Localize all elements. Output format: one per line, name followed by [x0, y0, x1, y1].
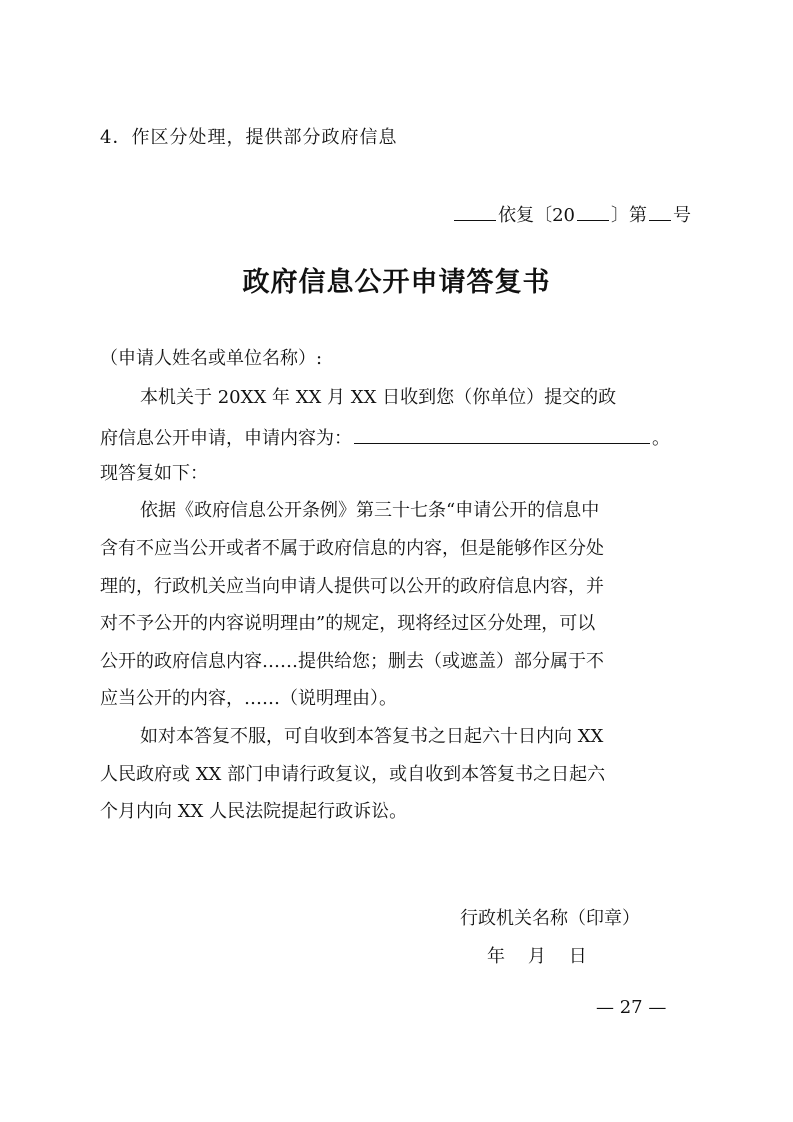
para3-line1: 如对本答复不服，可自收到本答复书之日起六十日内向 XX [140, 726, 604, 747]
para2-line6: 应当公开的内容，……（说明理由）。 [100, 688, 397, 709]
ref-blank-year [577, 202, 609, 221]
page-number: — 27 — [596, 997, 667, 1018]
para3-line3: 个月内向 XX 人民法院提起行政诉讼。 [100, 801, 408, 822]
para2-line3: 理的，行政机关应当向申请人提供可以公开的政府信息内容，并 [100, 576, 604, 597]
ref-part3: 号 [673, 205, 691, 226]
para2-line2: 含有不应当公开或者不属于政府信息的内容，但是能够作区分处 [100, 538, 604, 559]
para1-line3: 现答复如下： [100, 463, 208, 484]
signature-org: 行政机关名称（印章） [460, 908, 640, 929]
section-heading: 4．作区分处理，提供部分政府信息 [100, 127, 398, 148]
para1-line1: 本机关于 20XX 年 XX 月 XX 日收到您（你单位）提交的政 [140, 387, 617, 408]
document-title: 政府信息公开申请答复书 [242, 267, 551, 298]
para2-line4: 对不予公开的内容说明理由”的规定，现将经过区分处理，可以 [100, 613, 596, 634]
para2-line1: 依据《政府信息公开条例》第三十七条“申请公开的信息中 [140, 500, 600, 521]
ref-part1: 依复〔20 [498, 205, 575, 226]
para3-line2: 人民政府或 XX 部门申请行政复议，或自收到本答复书之日起六 [100, 764, 606, 785]
ref-blank-agency [454, 202, 496, 221]
para2-line5: 公开的政府信息内容……提供给您；删去（或遮盖）部分属于不 [100, 651, 604, 672]
signature-date: 年 月 日 [487, 946, 587, 967]
para1-line2-prefix: 府信息公开申请，申请内容为： [100, 428, 352, 449]
request-content-blank [354, 425, 650, 444]
para1-line2-suffix: 。 [652, 428, 670, 449]
reference-number [0, 202, 691, 227]
ref-part2: 〕第 [611, 205, 647, 226]
ref-blank-number [649, 202, 671, 221]
para1-line2 [100, 425, 693, 450]
recipient-line: （申请人姓名或单位名称）: [100, 348, 323, 369]
